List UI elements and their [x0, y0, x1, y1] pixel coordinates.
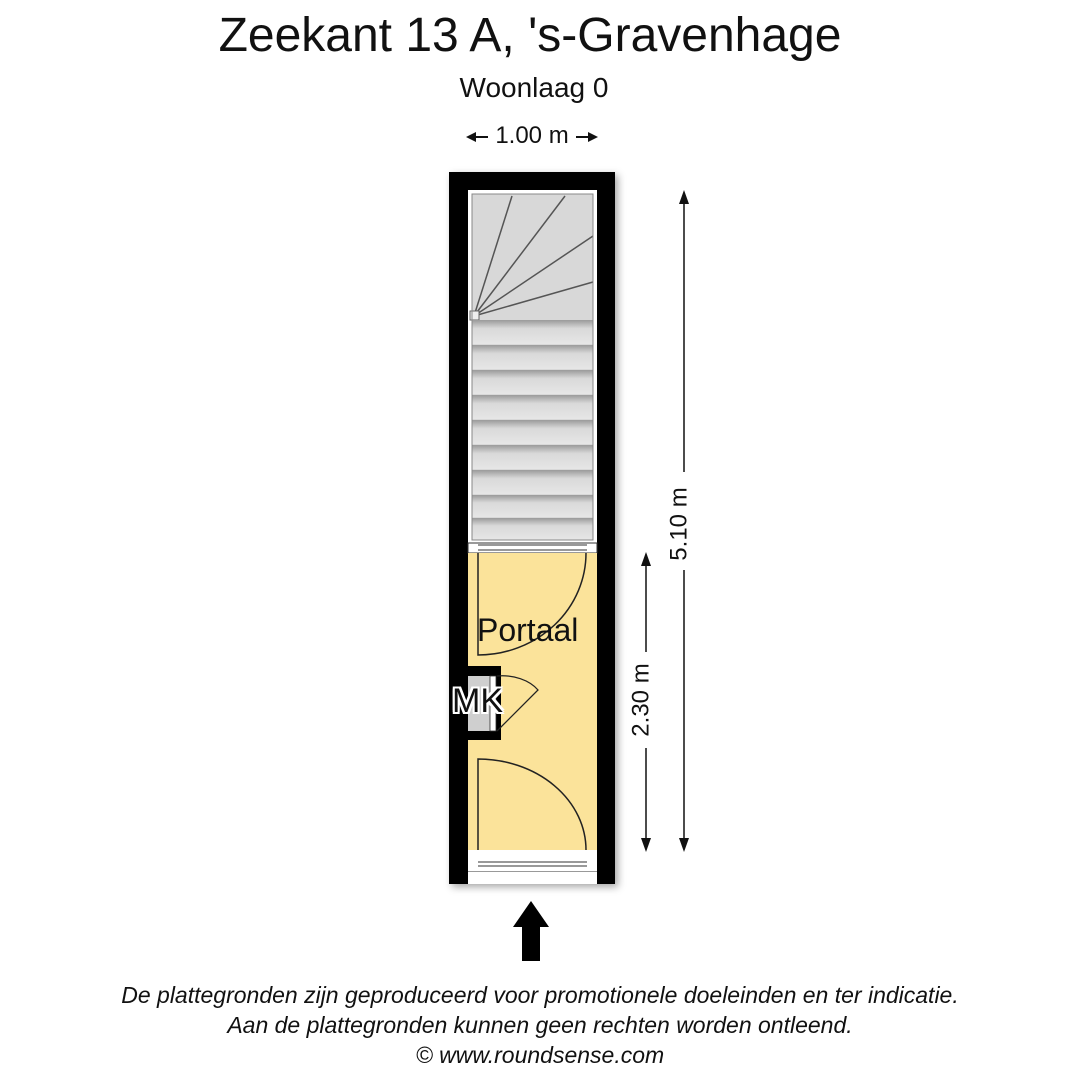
total-length-label: 5.10 m	[666, 481, 694, 566]
entrance-arrow-icon	[513, 901, 549, 961]
disclaimer-line-1: De plattegronden zijn geproduceerd voor promotionele doeleinden en ter indicatie.	[121, 982, 959, 1008]
width-label: 1.00 m	[495, 122, 569, 149]
room-label-mk: MK	[452, 682, 503, 720]
room-label-portaal: Portaal	[477, 612, 579, 648]
portaal-length-label: 2.30 m	[628, 657, 656, 742]
copyright: © www.roundsense.com	[415, 1042, 665, 1068]
floor-label: Woonlaag 0	[459, 72, 609, 103]
stair-steps	[472, 320, 593, 540]
page-title: Zeekant 13 A, 's-Gravenhage	[218, 9, 842, 62]
disclaimer-line-2: Aan de plattegronden kunnen geen rechten worden ontleend.	[227, 1012, 853, 1038]
